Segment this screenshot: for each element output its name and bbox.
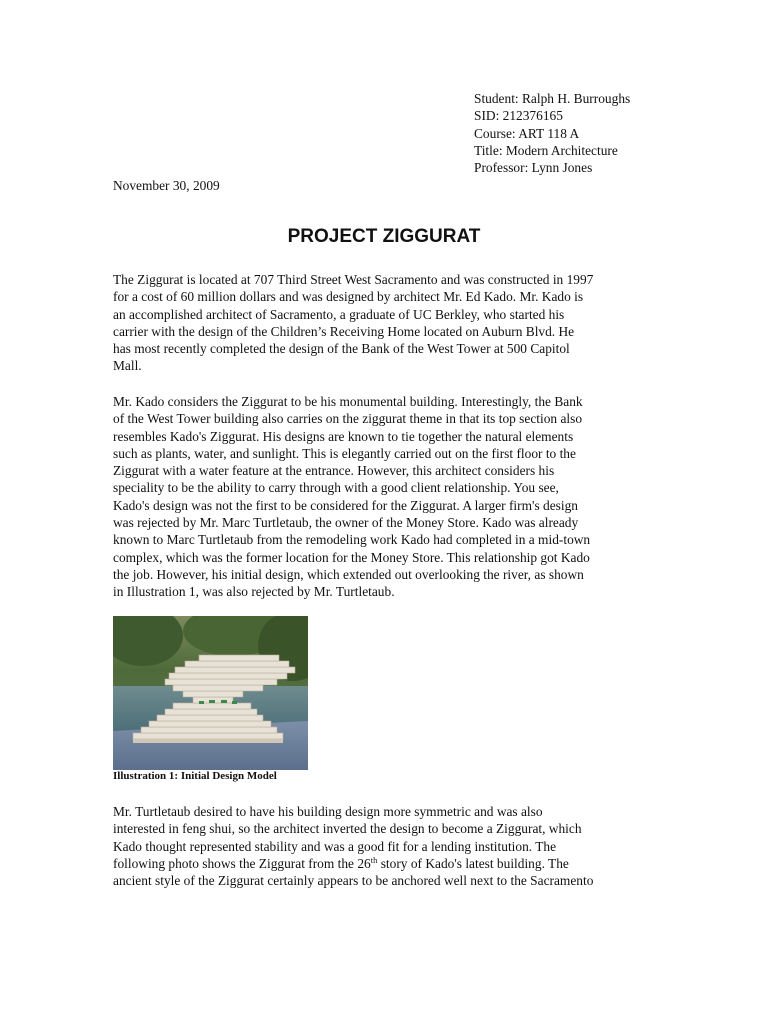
paragraph-line: The Ziggurat is located at 707 Third Street West Sacramento and was constructed in 1997 (113, 272, 594, 287)
paragraph-line: an accomplished architect of Sacramento, a graduate of UC Berkley, who started his (113, 306, 565, 322)
paragraph-line: Ziggurat with a water feature at the entrance. However, this architect considers his (113, 463, 555, 479)
paragraph-line (113, 855, 658, 872)
figure-caption: Illustration 1: Initial Design Model (113, 770, 277, 782)
paragraph-line: carrier with the design of the Children’s Receiving Home located on Auburn Blvd. He (113, 323, 575, 339)
paragraph-line: was rejected by Mr. Marc Turtletaub, the owner of the Money Store. Kado was already (113, 515, 579, 531)
paragraph-line: of the West Tower building also carries on the ziggurat theme in that its top section also (113, 411, 583, 427)
student-info-block (474, 90, 630, 176)
course-title: Title: Modern Architecture (474, 142, 618, 158)
paragraph-line: Kado thought represented stability and was a good fit for a lending institution. The (113, 838, 557, 854)
document-date: November 30, 2009 (113, 178, 220, 193)
paragraph-line: Kado's design was not the first to be considered for the Ziggurat. A larger firm's design (113, 497, 578, 513)
ordinal-suffix: th (370, 854, 378, 865)
paragraph-line: resembles Kado's Ziggurat. His designs are known to tie together the natural elements (113, 428, 574, 444)
line-text: story of Kado's latest building. The (377, 855, 569, 871)
professor-name: Professor: Lynn Jones (474, 160, 593, 176)
paragraph-line: the job. However, his initial design, which extended out overlooking the river, as shown (113, 566, 584, 582)
paragraph-3 (113, 803, 658, 889)
paragraph-line: Mr. Turtletaub desired to have his building design more symmetric and was also (113, 804, 543, 819)
paragraph-line: has most recently completed the design of the Bank of the West Tower at 500 Capitol (113, 341, 570, 357)
document-title: PROJECT ZIGGURAT (287, 226, 481, 247)
paragraph-line: known to Marc Turtletaub from the remodeling work Kado had completed in a mid-town (113, 532, 591, 548)
course-name: Course: ART 118 A (474, 125, 580, 141)
initial-design-model-photo (113, 616, 308, 770)
paragraph-line: in Illustration 1, was also rejected by Mr. Turtletaub. (113, 584, 395, 600)
student-name: Student: Ralph H. Burroughs (474, 91, 631, 106)
student-id: SID: 212376165 (474, 108, 563, 124)
paragraph-line: interested in feng shui, so the architect inverted the design to become a Ziggurat, which (113, 821, 582, 837)
paragraph-1 (113, 271, 658, 375)
paragraph-line: for a cost of 60 million dollars and was designed by architect Mr. Ed Kado. Mr. Kado is (113, 289, 584, 305)
paragraph-line: speciality to be the ability to carry through with a good client relationship. You see, (113, 480, 559, 496)
paragraph-line: Mr. Kado considers the Ziggurat to be his monumental building. Interestingly, the Bank (113, 394, 583, 409)
line-text: following photo shows the Ziggurat from the 26 (113, 855, 371, 871)
paragraph-2 (113, 393, 658, 601)
paragraph-line: ancient style of the Ziggurat certainly appears to be anchored well next to the Sacramento (113, 873, 594, 889)
paragraph-line: complex, which was the former location for the Money Store. This relationship got Kado (113, 549, 590, 565)
paragraph-line: such as plants, water, and sunlight. This is elegantly carried out on the first floor to the (113, 445, 576, 461)
paragraph-line: Mall. (113, 358, 142, 374)
